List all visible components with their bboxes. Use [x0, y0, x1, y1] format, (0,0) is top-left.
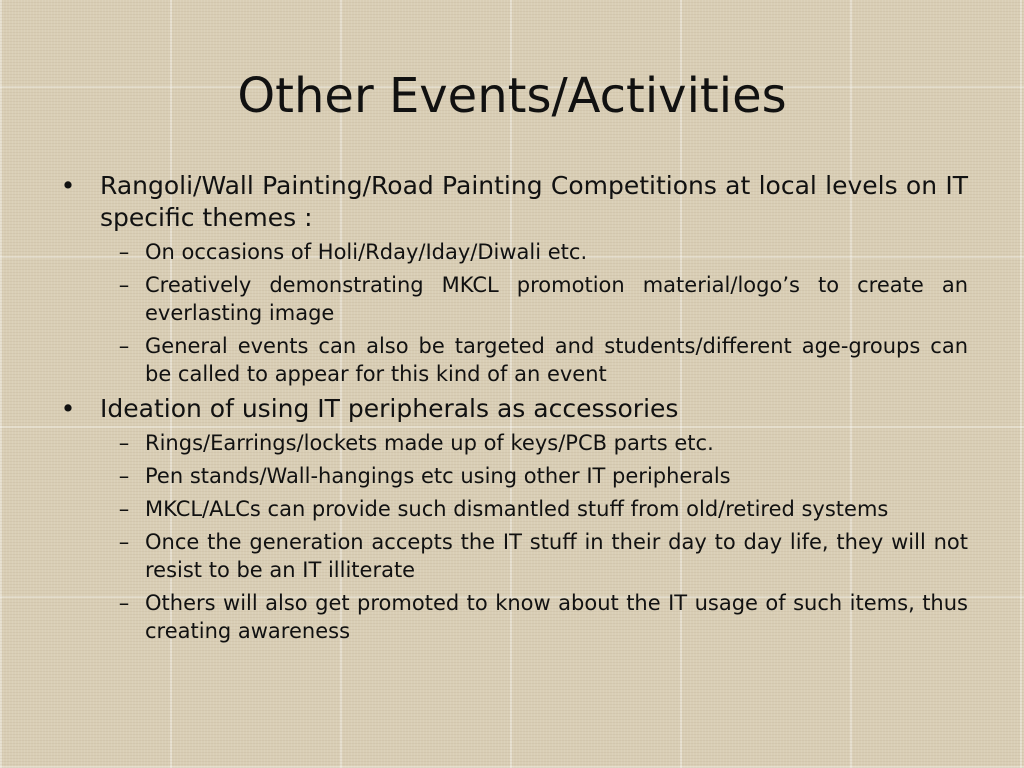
dash-icon: – [118, 273, 130, 297]
sub-list [100, 429, 968, 645]
dash-icon: – [118, 240, 130, 264]
bullet-item [58, 393, 968, 645]
sub-item [100, 495, 968, 523]
sub-item [100, 589, 968, 645]
bullet-icon: • [60, 171, 76, 200]
bullet-text: Ideation of using IT peripherals as accessories [100, 394, 679, 423]
sub-item [100, 271, 968, 327]
bullet-text: Rangoli/Wall Painting/Road Painting Competitions at local levels on IT specific themes : [100, 171, 968, 232]
sub-item-text: Once the generation accepts the IT stuff in their day to day life, they will not resist to be an IT illiterate [145, 530, 968, 582]
dash-icon: – [118, 334, 130, 358]
sub-item-text: Rings/Earrings/lockets made up of keys/PCB parts etc. [145, 431, 714, 455]
dash-icon: – [118, 530, 130, 554]
sub-item [100, 238, 968, 266]
sub-list [100, 238, 968, 388]
dash-icon: – [118, 497, 130, 521]
dash-icon: – [118, 591, 130, 615]
sub-item-text: MKCL/ALCs can provide such dismantled stuff from old/retired systems [145, 497, 889, 521]
sub-item-text: On occasions of Holi/Rday/Iday/Diwali etc. [145, 240, 588, 264]
sub-item [100, 462, 968, 490]
bullet-item [58, 170, 968, 388]
sub-item-text: General events can also be targeted and students/different age-groups can be called to appear for this kind of an event [145, 334, 968, 386]
dash-icon: – [118, 431, 130, 455]
sub-item [100, 429, 968, 457]
sub-item [100, 332, 968, 388]
sub-item [100, 528, 968, 584]
sub-item-text: Pen stands/Wall-hangings etc using other IT peripherals [145, 464, 731, 488]
sub-item-text: Creatively demonstrating MKCL promotion material/logo’s to create an everlasting image [145, 273, 968, 325]
bullet-icon: • [60, 394, 76, 423]
dash-icon: – [118, 464, 130, 488]
slide-title: Other Events/Activities [237, 68, 787, 124]
sub-item-text: Others will also get promoted to know about the IT usage of such items, thus creating awareness [145, 591, 968, 643]
slide-content [58, 170, 968, 650]
